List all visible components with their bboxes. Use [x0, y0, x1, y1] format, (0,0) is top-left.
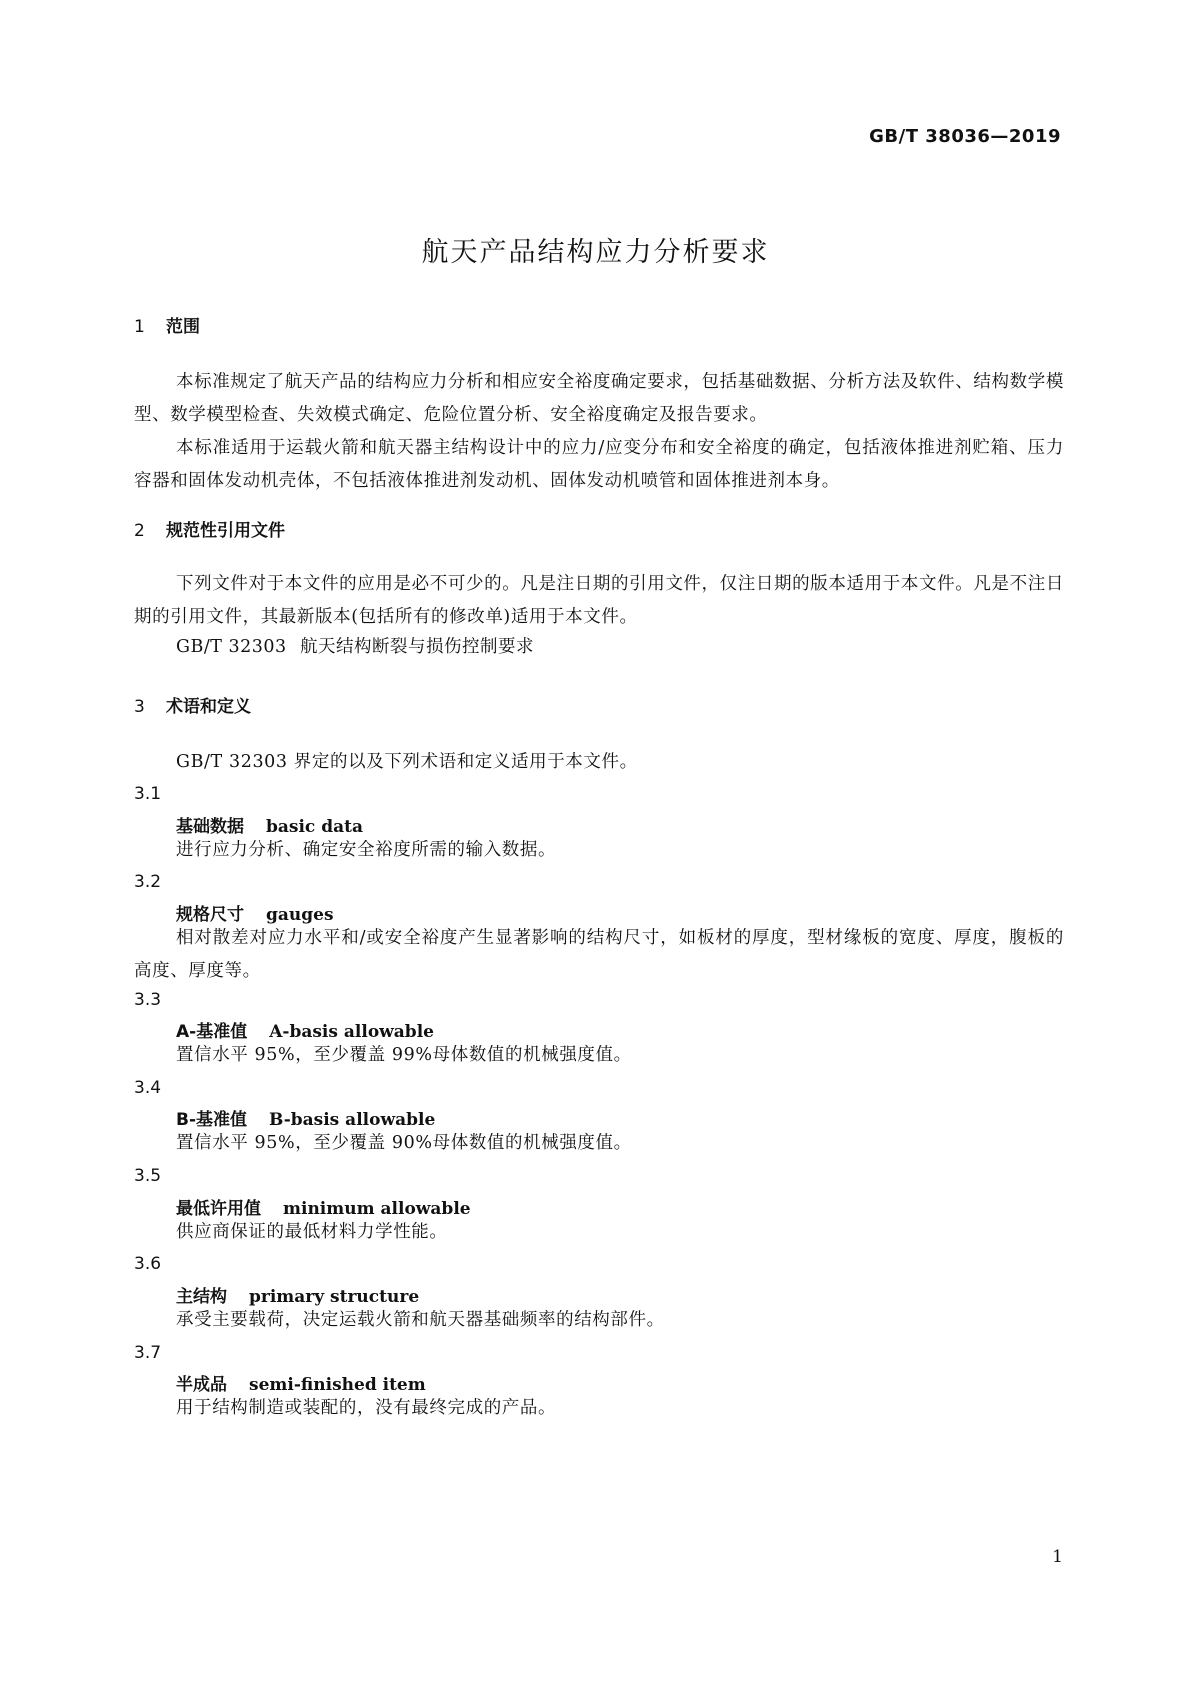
term-definition: 用于结构制造或装配的，没有最终完成的产品。 — [176, 1398, 557, 1418]
term-definition: 相对散差对应力水平和/或安全裕度产生显著影响的结构尺寸，如板材的厚度，型材缘板的宽度、厚度，腹板的高度、厚度等。 — [134, 928, 1064, 981]
document-title: 航天产品结构应力分析要求 — [421, 237, 770, 268]
normative-reference — [176, 633, 534, 658]
term-chinese: 最低许用值 — [176, 1199, 261, 1219]
term-definition: 承受主要载荷，决定运载火箭和航天器基础频率的结构部件。 — [176, 1310, 665, 1330]
term-english: minimum allowable — [283, 1199, 471, 1219]
section-1-heading — [134, 312, 200, 337]
term-number: 3.6 — [134, 1254, 162, 1274]
section-1-paragraph-2: 本标准适用于运载火箭和航天器主结构设计中的应力/应变分布和安全裕度的确定，包括液体推进剂贮箱、压力容器和固体发动机壳体，不包括液体推进剂发动机、固体发动机喷管和固体推进剂本身。 — [134, 438, 1064, 491]
term-chinese: A-基准值 — [176, 1022, 248, 1042]
term-chinese: 半成品 — [176, 1375, 227, 1395]
term-chinese: B-基准值 — [176, 1110, 248, 1130]
term-english: A-basis allowable — [269, 1022, 434, 1042]
term-chinese: 规格尺寸 — [176, 905, 244, 925]
term-number: 3.1 — [134, 784, 162, 804]
term-number: 3.2 — [134, 872, 162, 892]
reference-code: GB/T 32303 — [176, 637, 287, 657]
term-english: B-basis allowable — [269, 1110, 436, 1130]
section-number: 3 — [134, 697, 145, 717]
standard-number: GB/T 38036—2019 — [869, 126, 1061, 147]
term-english: gauges — [266, 905, 334, 925]
reference-title: 航天结构断裂与损伤控制要求 — [300, 637, 534, 657]
section-2-paragraph-1: 下列文件对于本文件的应用是必不可少的。凡是注日期的引用文件，仅注日期的版本适用于本文件。凡是不注日期的引用文件，其最新版本(包括所有的修改单)适用于本文件。 — [134, 574, 1064, 627]
term-chinese: 基础数据 — [176, 817, 244, 837]
section-1-paragraph-1: 本标准规定了航天产品的结构应力分析和相应安全裕度确定要求，包括基础数据、分析方法及软件、结构数学模型、数学模型检查、失效模式确定、危险位置分析、安全裕度确定及报告要求。 — [134, 372, 1064, 425]
section-title: 范围 — [166, 317, 200, 337]
term-chinese: 主结构 — [176, 1287, 227, 1307]
term-english: basic data — [266, 817, 363, 837]
section-2-heading — [134, 516, 285, 541]
term-definition: 进行应力分析、确定安全裕度所需的输入数据。 — [176, 840, 557, 860]
term-number: 3.7 — [134, 1343, 162, 1363]
term-number: 3.4 — [134, 1078, 162, 1098]
section-title: 术语和定义 — [166, 697, 251, 717]
term-english: semi-finished item — [249, 1375, 426, 1395]
term-definition: 供应商保证的最低材料力学性能。 — [176, 1222, 448, 1242]
section-number: 1 — [134, 317, 145, 337]
section-3-intro: GB/T 32303 界定的以及下列术语和定义适用于本文件。 — [176, 752, 638, 772]
section-number: 2 — [134, 521, 145, 541]
term-definition: 置信水平 95%，至少覆盖 90%母体数值的机械强度值。 — [176, 1133, 632, 1153]
term-english: primary structure — [249, 1287, 420, 1307]
section-3-heading — [134, 692, 251, 717]
term-number: 3.5 — [134, 1166, 162, 1186]
section-title: 规范性引用文件 — [166, 521, 285, 541]
term-definition: 置信水平 95%，至少覆盖 99%母体数值的机械强度值。 — [176, 1045, 632, 1065]
page-number: 1 — [1052, 1547, 1063, 1567]
term-number: 3.3 — [134, 990, 162, 1010]
